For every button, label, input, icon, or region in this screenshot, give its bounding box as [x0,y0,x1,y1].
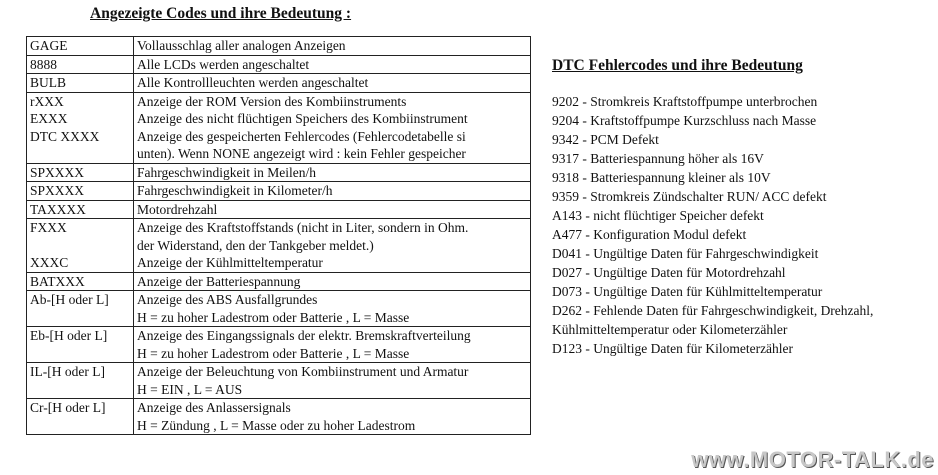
description-cell [134,55,531,74]
code-cell [27,182,134,201]
description-text: unten). Wenn NONE angezeigt wird : kein Fehler gespeicher [137,146,466,161]
table-row [27,200,531,219]
code-cell [27,92,134,163]
description-cell [134,37,531,56]
code-text: FXXX [30,220,67,235]
code-text [30,145,133,163]
dtc-item: 9318 - Batteriespannung kleiner als 10V [552,170,771,185]
code-text [30,237,133,255]
table-row [27,272,531,291]
dtc-item: A477 - Konfiguration Modul defekt [552,227,747,242]
description-text: Fahrgeschwindigkeit in Kilometer/h [137,183,333,198]
description-text: Anzeige des Anlassersignals [137,400,291,415]
description-text: Motordrehzahl [137,201,218,217]
code-text: Ab-[H oder L] [30,292,109,307]
description-text: Alle Kontrollleuchten werden angeschaltet [137,75,369,90]
code-text [30,381,133,399]
code-cell [27,37,134,56]
description-cell [134,74,531,93]
description-text: Alle LCDs werden angeschaltet [137,56,310,72]
table-row [27,163,531,182]
left-title: Angezeigte Codes und ihre Bedeutung : [90,5,352,22]
description-text: Anzeige der ROM Version des Kombiinstruments [137,93,407,109]
table-row [27,55,531,74]
description-text: Vollausschlag aller analogen Anzeigen [137,38,346,53]
code-text [30,309,133,327]
code-text: BATXXX [30,273,85,289]
description-cell [134,219,531,273]
description-text: Anzeige des Kraftstoffstands (nicht in Liter, sondern in Ohm. [137,220,469,235]
code-text: BULB [30,75,67,90]
watermark-logo: www.MOTOR-TALK.de [691,447,934,472]
description-text: H = zu hoher Ladestrom oder Batterie , L = Masse [137,345,410,361]
table-row [27,74,531,93]
code-text: TAXXXX [30,201,86,217]
code-text: Cr-[H oder L] [30,400,106,415]
code-text: XXXC [30,255,69,270]
code-cell [27,272,134,291]
table-row [27,399,531,435]
code-cell [27,327,134,363]
description-cell [134,363,531,399]
description-cell [134,182,531,201]
code-text: IL-[H oder L] [30,364,105,379]
code-text: rXXX [30,93,64,109]
description-text: Fahrgeschwindigkeit in Meilen/h [137,164,316,180]
code-text: Eb-[H oder L] [30,328,108,343]
description-cell [134,327,531,363]
description-text: Anzeige der Beleuchtung von Kombiinstrument und Armatur [137,364,469,379]
code-text: SPXXXX [30,164,85,180]
dtc-item: D027 - Ungültige Daten für Motordrehzahl [552,265,786,280]
code-cell [27,55,134,74]
description-cell [134,200,531,219]
description-cell [134,92,531,163]
description-cell [134,291,531,327]
table-row [27,363,531,399]
code-text: 8888 [30,56,57,72]
description-text: Anzeige des Eingangssignals der elektr. Bremskraftverteilung [137,328,471,343]
dtc-item: D041 - Ungültige Daten für Fahrgeschwindigkeit [552,246,819,261]
code-table-body [27,37,531,435]
description-text: Anzeige des ABS Ausfallgrundes [137,292,318,307]
description-text: der Widerstand, den der Tankgeber meldet.) [137,237,374,253]
dtc-list [552,92,938,356]
code-text: EXXX [30,111,68,126]
description-cell [134,399,531,435]
dtc-item: 9317 - Batteriespannung höher als 16V [552,151,764,166]
description-text: H = Zündung , L = Masse oder zu hoher Ladestrom [137,417,416,433]
table-row [27,219,531,273]
dtc-item: Kühlmitteltemperatur oder Kilometerzähler [552,322,788,337]
description-text: Anzeige der Kühlmitteltemperatur [137,255,323,270]
table-row [27,92,531,163]
code-cell [27,399,134,435]
table-row [27,37,531,56]
code-cell [27,163,134,182]
description-cell [134,272,531,291]
dtc-item: D123 - Ungültige Daten für Kilometerzähler [552,341,794,356]
table-row [27,291,531,327]
description-text: Anzeige der Batteriespannung [137,273,301,289]
code-cell [27,74,134,93]
code-text [30,417,133,435]
description-text: H = EIN , L = AUS [137,381,243,397]
dtc-item: 9202 - Stromkreis Kraftstoffpumpe unterbrochen [552,94,818,109]
code-cell [27,291,134,327]
dtc-item: D073 - Ungültige Daten für Kühlmitteltemperatur [552,284,823,299]
code-text [30,345,133,363]
code-cell [27,363,134,399]
code-text: GAGE [30,38,68,53]
code-cell [27,200,134,219]
code-table [26,36,531,435]
table-row [27,327,531,363]
description-cell [134,163,531,182]
description-text: Anzeige des gespeicherten Fehlercodes (Fehlercodetabelle si [137,128,466,144]
description-text: H = zu hoher Ladestrom oder Batterie , L = Masse [137,309,410,325]
dtc-item: 9359 - Stromkreis Zündschalter RUN/ ACC defekt [552,189,827,204]
code-text: SPXXXX [30,183,85,198]
dtc-item: A143 - nicht flüchtiger Speicher defekt [552,208,764,223]
table-row [27,182,531,201]
code-text: DTC XXXX [30,128,100,144]
code-cell [27,219,134,273]
dtc-item: 9204 - Kraftstoffpumpe Kurzschluss nach Masse [552,113,817,128]
dtc-title: DTC Fehlercodes und ihre Bedeutung [552,57,803,74]
dtc-item: 9342 - PCM Defekt [552,132,659,147]
dtc-item: D262 - Fehlende Daten für Fahrgeschwindigkeit, Drehzahl, [552,303,874,318]
description-text: Anzeige des nicht flüchtigen Speichers des Kombiinstrument [137,111,468,126]
